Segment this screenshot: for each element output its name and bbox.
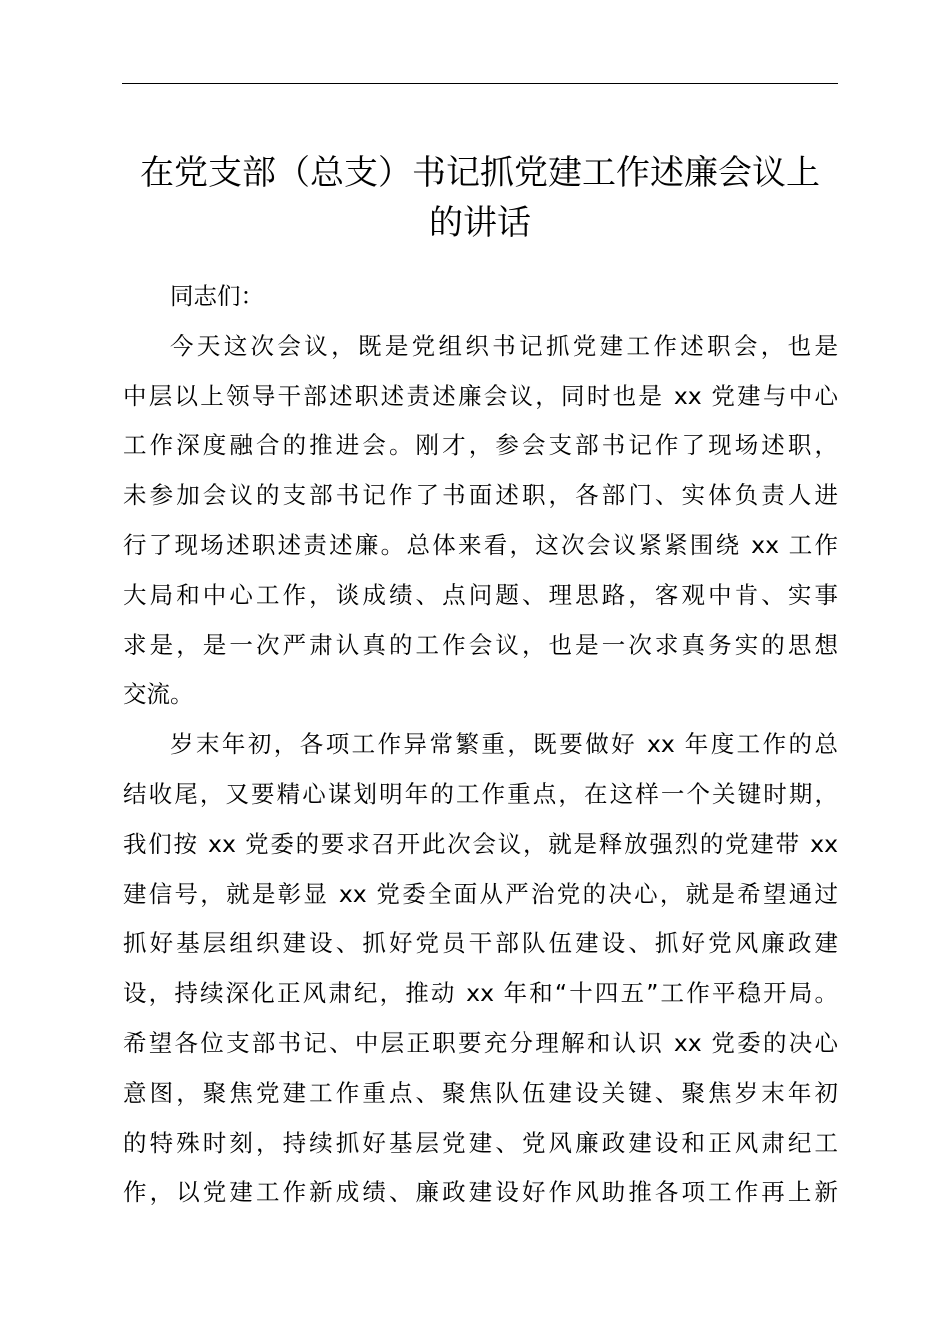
paragraph-line: 今天这次会议，既是党组织书记抓党建工作述职会，也是	[170, 331, 838, 360]
paragraph-line: 作，以党建工作新成绩、廉政建设好作风助推各项工作再上新	[123, 1178, 838, 1207]
paragraph-line: 我们按 xx 党委的要求召开此次会议，就是释放强烈的党建带 xx	[123, 829, 838, 858]
paragraph-line: 希望各位支部书记、中层正职要充分理解和认识 xx 党委的决心	[123, 1028, 838, 1057]
paragraph-line: 设，持续深化正风肃纪，推动 xx 年和“十四五”工作平稳开局。	[123, 979, 838, 1008]
paragraph-line: 结收尾，又要精心谋划明年的工作重点，在这样一个关键时期，	[123, 779, 838, 808]
paragraph-line: 抓好基层组织建设、抓好党员干部队伍建设、抓好党风廉政建	[123, 929, 838, 958]
paragraph-line: 建信号，就是彰显 xx 党委全面从严治党的决心，就是希望通过	[123, 879, 838, 908]
paragraph-line: 交流。	[123, 680, 194, 709]
paragraph-line: 意图，聚焦党建工作重点、聚焦队伍建设关键、聚焦岁末年初	[123, 1078, 838, 1107]
paragraph-line: 工作深度融合的推进会。刚才，参会支部书记作了现场述职，	[123, 431, 838, 460]
paragraph-line: 中层以上领导干部述职述责述廉会议，同时也是 xx 党建与中心	[123, 381, 838, 410]
paragraph-line: 岁末年初，各项工作异常繁重，既要做好 xx 年度工作的总	[170, 730, 838, 759]
title-line-2: 的讲话	[429, 203, 531, 243]
paragraph-line: 求是，是一次严肃认真的工作会议，也是一次求真务实的思想	[123, 630, 838, 659]
header-rule	[122, 83, 838, 84]
paragraph-line: 的特殊时刻，持续抓好基层党建、党风廉政建设和正风肃纪工	[123, 1128, 838, 1157]
paragraph-line: 未参加会议的支部书记作了书面述职，各部门、实体负责人进	[123, 481, 838, 510]
document-body	[123, 272, 838, 1218]
paragraph-line: 行了现场述职述责述廉。总体来看，这次会议紧紧围绕 xx 工作	[123, 530, 838, 559]
paragraph-line: 大局和中心工作，谈成绩、点问题、理思路，客观中肯、实事	[123, 580, 838, 609]
salutation: 同志们：	[170, 282, 264, 310]
title-line-1: 在党支部（总支）书记抓党建工作述廉会议上	[140, 153, 820, 193]
paragraph-lines	[123, 322, 838, 1218]
document-title	[100, 148, 860, 248]
